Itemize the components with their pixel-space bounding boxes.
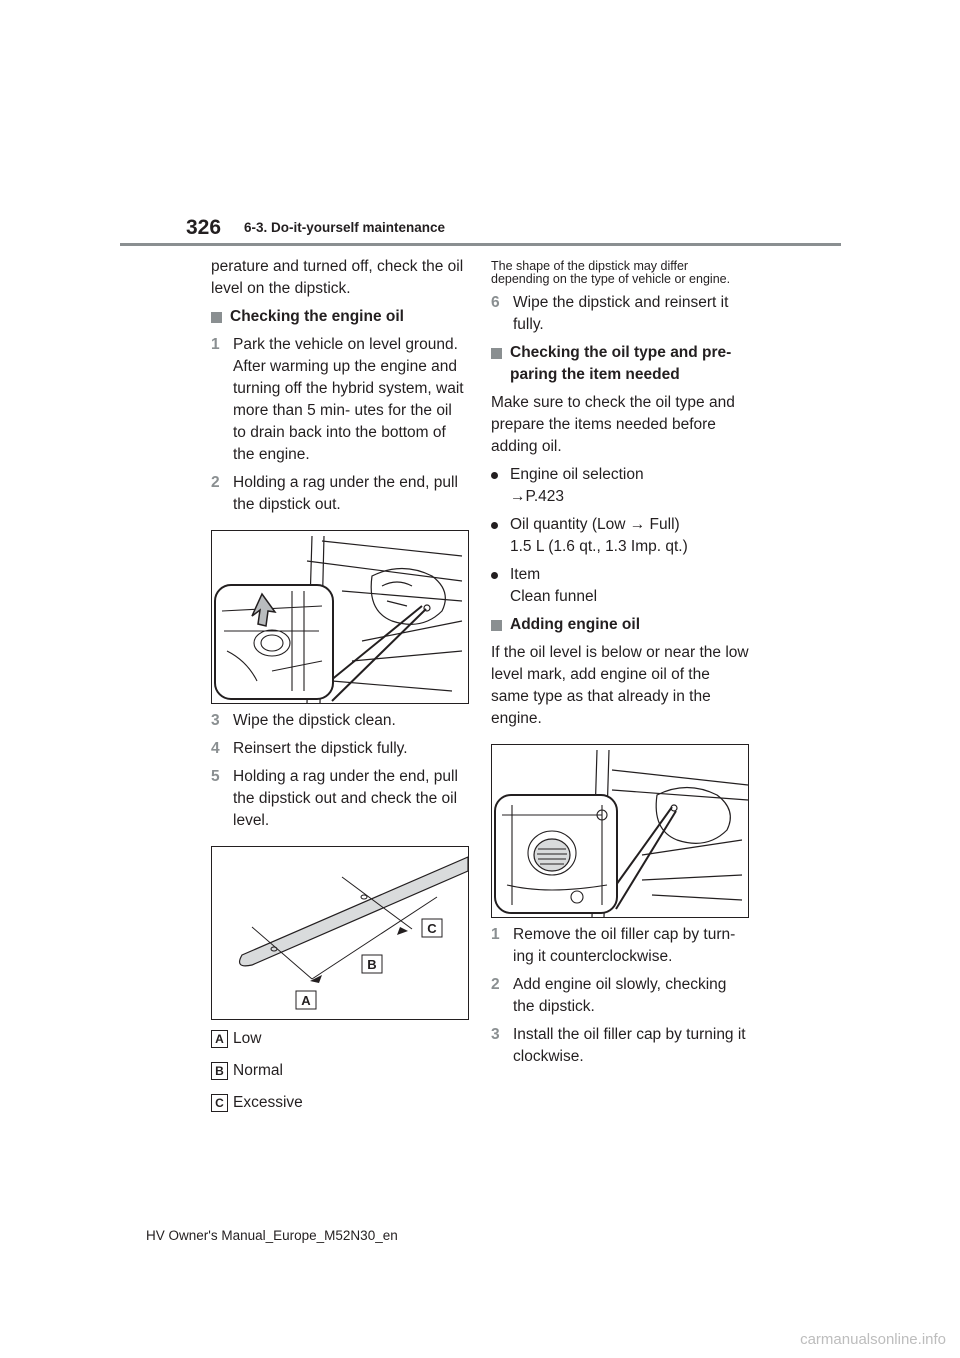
legend-key-b: B — [211, 1062, 228, 1080]
heading-oil-type — [491, 342, 749, 386]
step-text: Wipe the dipstick and reinsert it fully. — [513, 294, 729, 333]
bullet-line: Item — [510, 566, 541, 583]
step-text: Holding a rag under the end, pull the dipstick out and check the oil level. — [233, 768, 458, 829]
bullet-dot-icon — [491, 472, 498, 479]
section-title: 6-3. Do-it-yourself maintenance — [244, 220, 446, 235]
legend-key-a: A — [211, 1030, 228, 1048]
step-text: Wipe the dipstick clean. — [233, 712, 396, 729]
step-2 — [211, 472, 469, 516]
bullet-dot-icon — [491, 522, 498, 529]
bullet-item — [491, 564, 749, 608]
oil-filler-cap-figure — [491, 744, 749, 918]
add-step-2 — [491, 974, 749, 1018]
step-number: 1 — [491, 926, 500, 943]
dipstick-note: The shape of the dipstick may differ depending on the type of vehicle or engine. — [491, 259, 731, 286]
heading-text: Adding engine oil — [510, 616, 641, 633]
watermark: carmanualsonline.info — [800, 1331, 946, 1348]
bullet-oil-selection — [491, 464, 749, 508]
bullet-oil-quantity — [491, 514, 749, 558]
heading-checking-oil — [211, 306, 469, 328]
heading-text: Checking the engine oil — [230, 308, 404, 325]
bullet-dot-icon — [491, 572, 498, 579]
step-1 — [211, 334, 469, 466]
adding-oil-paragraph: If the oil level is below or near the low level mark, add engine oil of the same type as that already in the engine. — [491, 644, 749, 727]
step-text: Add engine oil slowly, checking the dipstick. — [513, 976, 727, 1015]
step-number: 2 — [211, 474, 220, 491]
square-bullet-icon — [491, 348, 502, 359]
step-text: Install the oil filler cap by turning it clockwise. — [513, 1026, 746, 1065]
add-step-1 — [491, 924, 749, 968]
heading-text: Checking the oil type and pre- paring the item needed — [510, 344, 732, 383]
legend-key-c: C — [211, 1094, 228, 1112]
dipstick-illustration — [212, 847, 468, 1019]
legend-label: Low — [233, 1030, 262, 1047]
step-5 — [211, 766, 469, 832]
step-number: 6 — [491, 294, 500, 311]
bullet-detail: Clean funnel — [510, 588, 598, 605]
bullet-line: Engine oil selection — [510, 466, 644, 483]
legend-label: Normal — [233, 1062, 283, 1079]
engine-dipstick-figure — [211, 530, 469, 704]
step-number: 2 — [491, 976, 500, 993]
left-column — [211, 256, 469, 1114]
callout-c: C — [427, 921, 437, 936]
step-text: Park the vehicle on level ground. After warming up the engine and turning off the hybrid system, wait more than 5 min- utes for the oil to drain back into the bottom of the engine. — [233, 336, 464, 463]
step-text: Reinsert the dipstick fully. — [233, 740, 408, 757]
legend-normal — [211, 1060, 469, 1082]
callout-b: B — [367, 957, 377, 972]
engine-bay-illustration — [212, 531, 468, 703]
step-text: Holding a rag under the end, pull the dipstick out. — [233, 474, 458, 513]
header-rule — [120, 243, 841, 246]
add-step-3 — [491, 1024, 749, 1068]
bullet-line: Oil quantity (Low → Full) — [510, 516, 680, 533]
step-number: 4 — [211, 740, 220, 757]
bullet-detail: 1.5 L (1.6 qt., 1.3 Imp. qt.) — [510, 538, 688, 555]
square-bullet-icon — [491, 620, 502, 631]
step-text: Remove the oil filler cap by turn- ing it counterclockwise. — [513, 926, 736, 965]
footer-manual-id: HV Owner's Manual_Europe_M52N30_en — [146, 1228, 398, 1243]
square-bullet-icon — [211, 312, 222, 323]
legend-low — [211, 1028, 469, 1050]
oil-type-paragraph: Make sure to check the oil type and prepare the items needed before adding oil. — [491, 394, 735, 455]
step-number: 1 — [211, 336, 220, 353]
intro-text: perature and turned off, check the oil level on the dipstick. — [211, 258, 464, 297]
page-reference: →P.423 — [510, 488, 565, 505]
step-6 — [491, 292, 749, 336]
heading-adding-oil — [491, 614, 749, 636]
page-number: 326 — [186, 216, 222, 239]
step-4 — [211, 738, 469, 760]
step-3 — [211, 710, 469, 732]
step-number: 3 — [211, 712, 220, 729]
callout-a: A — [301, 993, 311, 1008]
filler-cap-illustration — [492, 745, 748, 917]
dipstick-level-figure — [211, 846, 469, 1020]
legend-label: Excessive — [233, 1094, 303, 1111]
right-column — [491, 256, 749, 1068]
legend-excessive — [211, 1092, 469, 1114]
step-number: 3 — [491, 1026, 500, 1043]
step-number: 5 — [211, 768, 220, 785]
